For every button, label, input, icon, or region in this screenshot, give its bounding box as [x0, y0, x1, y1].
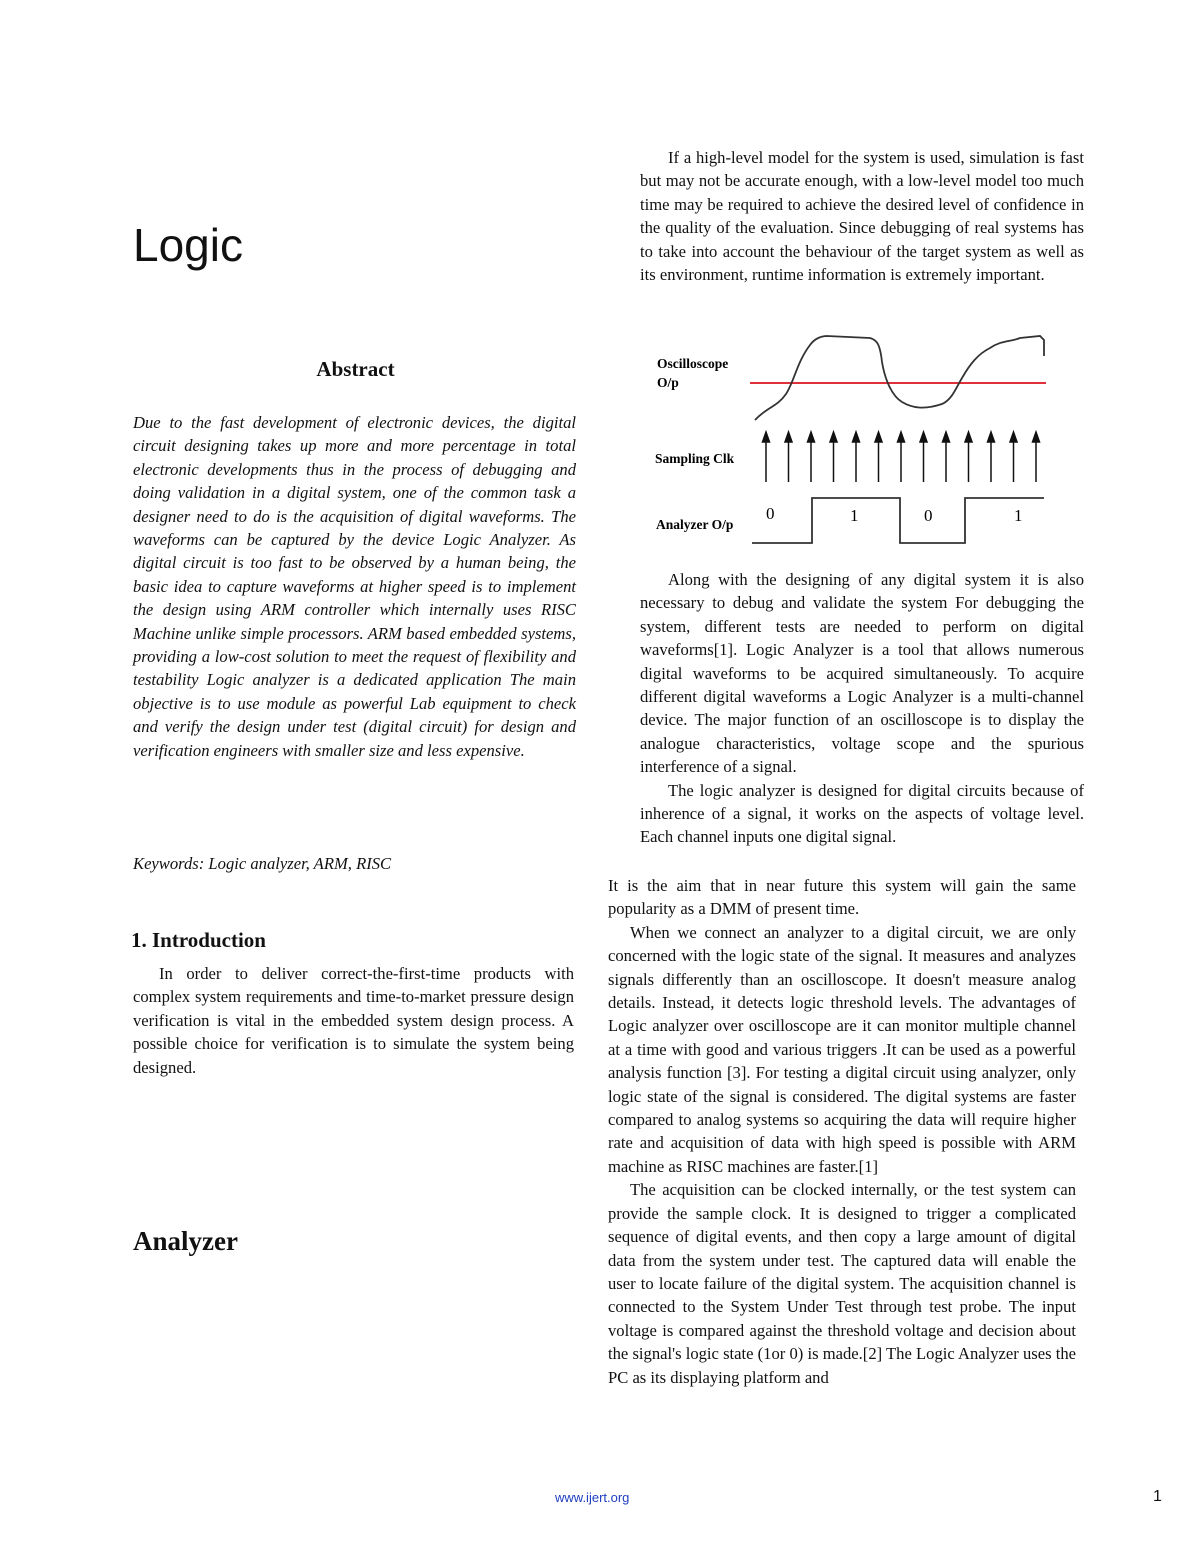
introduction-paragraph: In order to deliver correct-the-first-time products with complex system requirements and time-to-market pressure design verification is vital in the embedded system design process. A possible choice for verification is to simulate the system being designed. [133, 964, 574, 1077]
abstract-heading: Abstract [316, 357, 395, 381]
paragraph-2: Along with the designing of any digital system it is also necessary to debug and validate the system For debugging the system, different tests are needed to perform on digital waveforms[1]. Logic Analyzer is a tool that allows numerous digital waveforms to be acquired simultaneously. To acquire different digital waveforms a Logic Analyzer is a multi-channel device. The major function of an oscilloscope is to display the analogue characteristics, voltage scope and the spurious interference of a signal. [640, 570, 1084, 777]
figure-label-oscilloscope: Oscilloscope [657, 356, 729, 371]
clock-arrow-head [1010, 432, 1017, 442]
paragraph-5: When we connect an analyzer to a digital circuit, we are only concerned with the logic state of the signal. It measures and analyzes signals differently than an oscilloscope. It doesn't measure analog details. Instead, it detects logic threshold levels. The advantages of Logic analyzer over oscilloscope are it can monitor multiple channel at a time with good and various triggers .It can be used as a powerful analysis function [3]. For testing a digital circuit using analyzer, only logic state of the signal is considered. The digital systems are faster compared to analog systems so acquiring the data will require higher rate and acquisition of data with high speed is possible with ARM machine as RISC machines are faster.[1] [608, 922, 1076, 1176]
column2-block-1 [640, 146, 1084, 286]
logic-value-0b: 0 [924, 506, 933, 525]
page-number: 1 [1153, 1488, 1162, 1505]
digital-waveform [752, 498, 1044, 543]
paragraph-1: If a high-level model for the system is used, simulation is fast but may not be accurate enough, with a low-level model too much time may be required to achieve the desired level of confidence in the quality of the evaluation. Since debugging of real systems has to take into account the behaviour of the target system as well as its environment, runtime information is extremely important. [640, 148, 1084, 285]
clock-arrow-head [965, 432, 972, 442]
clock-arrow-head [920, 432, 927, 442]
logic-value-1a: 1 [850, 506, 859, 525]
clock-arrow-head [988, 432, 995, 442]
logic-value-0a: 0 [766, 504, 775, 523]
figure-label-oscilloscope-op: O/p [657, 375, 679, 390]
column2-block-3 [608, 874, 1076, 1389]
footer-url[interactable]: www.ijert.org [555, 1490, 630, 1505]
clock-arrow-head [875, 432, 882, 442]
paragraph-3: The logic analyzer is designed for digital circuits because of inherence of a signal, it works on the aspects of voltage level. Each channel inputs one digital signal. [640, 780, 1084, 847]
clock-arrow-head [943, 432, 950, 442]
analog-waveform [755, 336, 1044, 420]
abstract-body: Due to the fast development of electronic devices, the digital circuit designing takes up more and more percentage in total electronic developments thus in the process of debugging and doing validation in a digital system, one of the common task a designer need to do is the acquisition of digital waveforms. The waveforms can be captured by the device Logic Analyzer. As digital circuit is too fast to be observed by a human being, the basic idea to capture waveforms at higher speed is to implement the design using ARM controller which internally uses RISC Machine unlike simple processors. ARM based embedded systems, providing a low-cost solution to meet the request of flexibility and testability Logic analyzer is a dedicated application The main objective is to use module as powerful Lab equipment to check and verify the design under test (digital circuit) for design and verification engineers with smaller size and less expensive. [133, 413, 576, 760]
logic-value-1b: 1 [1014, 506, 1023, 525]
clock-arrow-head [785, 432, 792, 442]
oscilloscope-figure [652, 332, 1052, 554]
paragraph-6: The acquisition can be clocked internally, or the test system can provide the sample clock. It is designed to trigger a complicated sequence of digital events, and then copy a large amount of digital data from the system under test. The captured data will enable the user to locate failure of the digital system. The acquisition channel is connected to the System Under Test through test probe. The input voltage is compared against the threshold voltage and decision about the signal's logic state (1or 0) is made.[2] The Logic Analyzer uses the PC as its displaying platform and [608, 1180, 1076, 1387]
column2-block-2 [640, 568, 1084, 849]
introduction-body [133, 962, 574, 1079]
clock-arrow-head [1033, 432, 1040, 442]
keywords: Keywords: Logic analyzer, ARM, RISC [133, 854, 392, 873]
paragraph-4: It is the aim that in near future this system will gain the same popularity as a DMM of present time. [608, 876, 1076, 919]
clock-arrow-head [830, 432, 837, 442]
clock-arrow-head [808, 432, 815, 442]
figure-label-analyzer-op: Analyzer O/p [656, 517, 734, 532]
page-subtitle: Analyzer [133, 1226, 238, 1256]
clock-arrow-head [898, 432, 905, 442]
page-title: Logic [133, 219, 243, 271]
figure-label-sampling-clk: Sampling Clk [655, 451, 735, 466]
sampling-clock [763, 432, 1040, 482]
clock-arrow-head [763, 432, 770, 442]
introduction-heading: 1. Introduction [131, 928, 266, 952]
clock-arrow-head [853, 432, 860, 442]
